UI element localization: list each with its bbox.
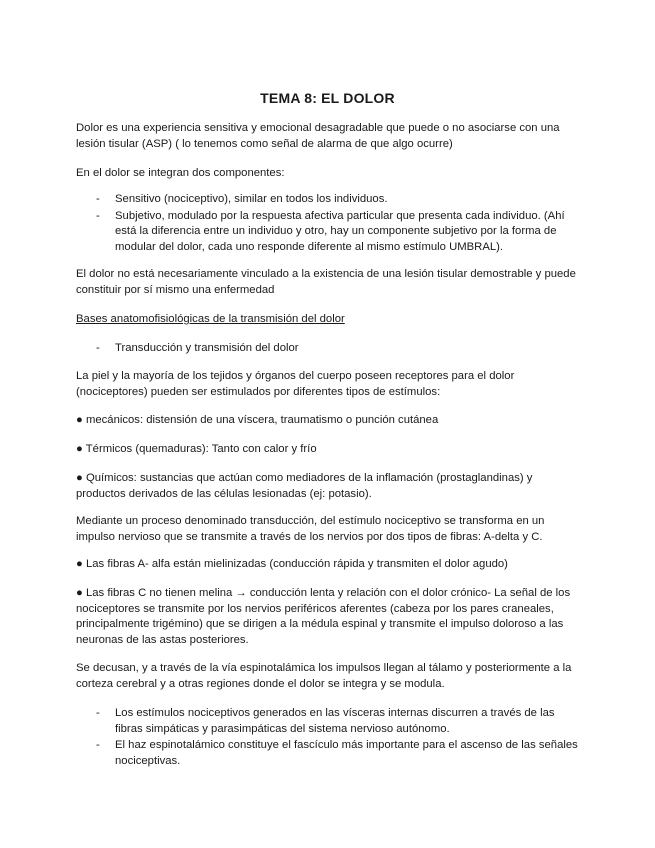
list-item (96, 738, 581, 769)
list-dash: - (96, 193, 100, 205)
paragraph-definition: Dolor es una experiencia sensitiva y emocional desagradable que puede o no asociarse con una lesión tisular (ASP) ( lo tenemos como señal de alarma de que algo ocurre) (76, 122, 560, 150)
page-title: TEMA 8: EL DOLOR (260, 90, 395, 106)
bullet-chemical: ● Químicos: sustancias que actúan como mediadores de la inflamación (prostaglandinas) y productos derivados de las células lesionadas (ej: potasio). (76, 472, 533, 500)
list-item-text: Los estímulos nociceptivos generados en las vísceras internas discurren a través de las fibras simpáticas y parasimpáticas del sistema nervioso autónomo. (115, 707, 555, 735)
list-dash: - (96, 342, 100, 354)
autonomic-list (96, 706, 581, 770)
bullet-fibers-c: ● Las fibras C no tienen melina → conducción lenta y relación con el dolor crónico- La señal de los nociceptores se transmite por los nervios periféricos aferentes (cabeza por los pares craneales, principalmente trigémino) que se dirigen a la médula espinal y transmite el impulso doloroso a las neuronas de las astas posteriores. (76, 587, 571, 646)
list-item-text: Subjetivo, modulado por la respuesta afectiva particular que presenta cada individuo. (Ahí está la diferencia entre un individuo y otro, hay un componente subjetivo por la forma de modular del dolor, cada uno responde diferente al mismo estímulo UMBRAL). (115, 209, 565, 253)
bullet-fibers-a: ● Las fibras A- alfa están mielinizadas (conducción rápida y transmiten el dolor agudo) (76, 558, 508, 570)
paragraph-pain-disease: El dolor no está necesariamente vinculado a la existencia de una lesión tisular demostrable y puede constituir por sí mismo una enfermedad (76, 268, 576, 296)
paragraph-decussation: Se decusan, y a través de la vía espinotalámica los impulsos llegan al tálamo y posteriormente a la corteza cerebral y a otras regiones donde el dolor se integra y se modula. (76, 662, 572, 690)
paragraph-nociceptors: La piel y la mayoría de los tejidos y órganos del cuerpo poseen receptores para el dolor (nociceptores) pueden ser estimulados por diferentes tipos de estímulos: (76, 370, 515, 398)
bullet-thermal: ● Térmicos (quemaduras): Tanto con calor y frío (76, 443, 317, 455)
list-dash: - (96, 209, 100, 222)
bullet-mechanical: ● mecánicos: distensión de una víscera, traumatismo o punción cutánea (76, 414, 439, 426)
list-dash: - (96, 739, 100, 751)
list-dash: - (96, 707, 100, 719)
list-item-text: Sensitivo (nociceptivo), similar en todos los individuos. (115, 193, 388, 205)
section-heading: Bases anatomofisiológicas de la transmisión del dolor (76, 313, 345, 325)
list-item (96, 706, 581, 737)
list-item (96, 192, 581, 208)
list-item (96, 341, 581, 357)
list-item (96, 209, 581, 256)
components-list (96, 192, 581, 256)
list-item-text: Transducción y transmisión del dolor (115, 342, 299, 354)
paragraph-components-intro: En el dolor se integran dos componentes: (76, 167, 285, 179)
list-item-text: El haz espinotalámico constituye el fascículo más importante para el ascenso de las señales nociceptivas. (115, 739, 578, 767)
paragraph-transduction: Mediante un proceso denominado transducción, del estímulo nociceptivo se transforma en un impulso nervioso que se transmite a través de los nervios por dos tipos de fibras: A-delta y C. (76, 515, 545, 543)
transduction-list (96, 341, 581, 358)
